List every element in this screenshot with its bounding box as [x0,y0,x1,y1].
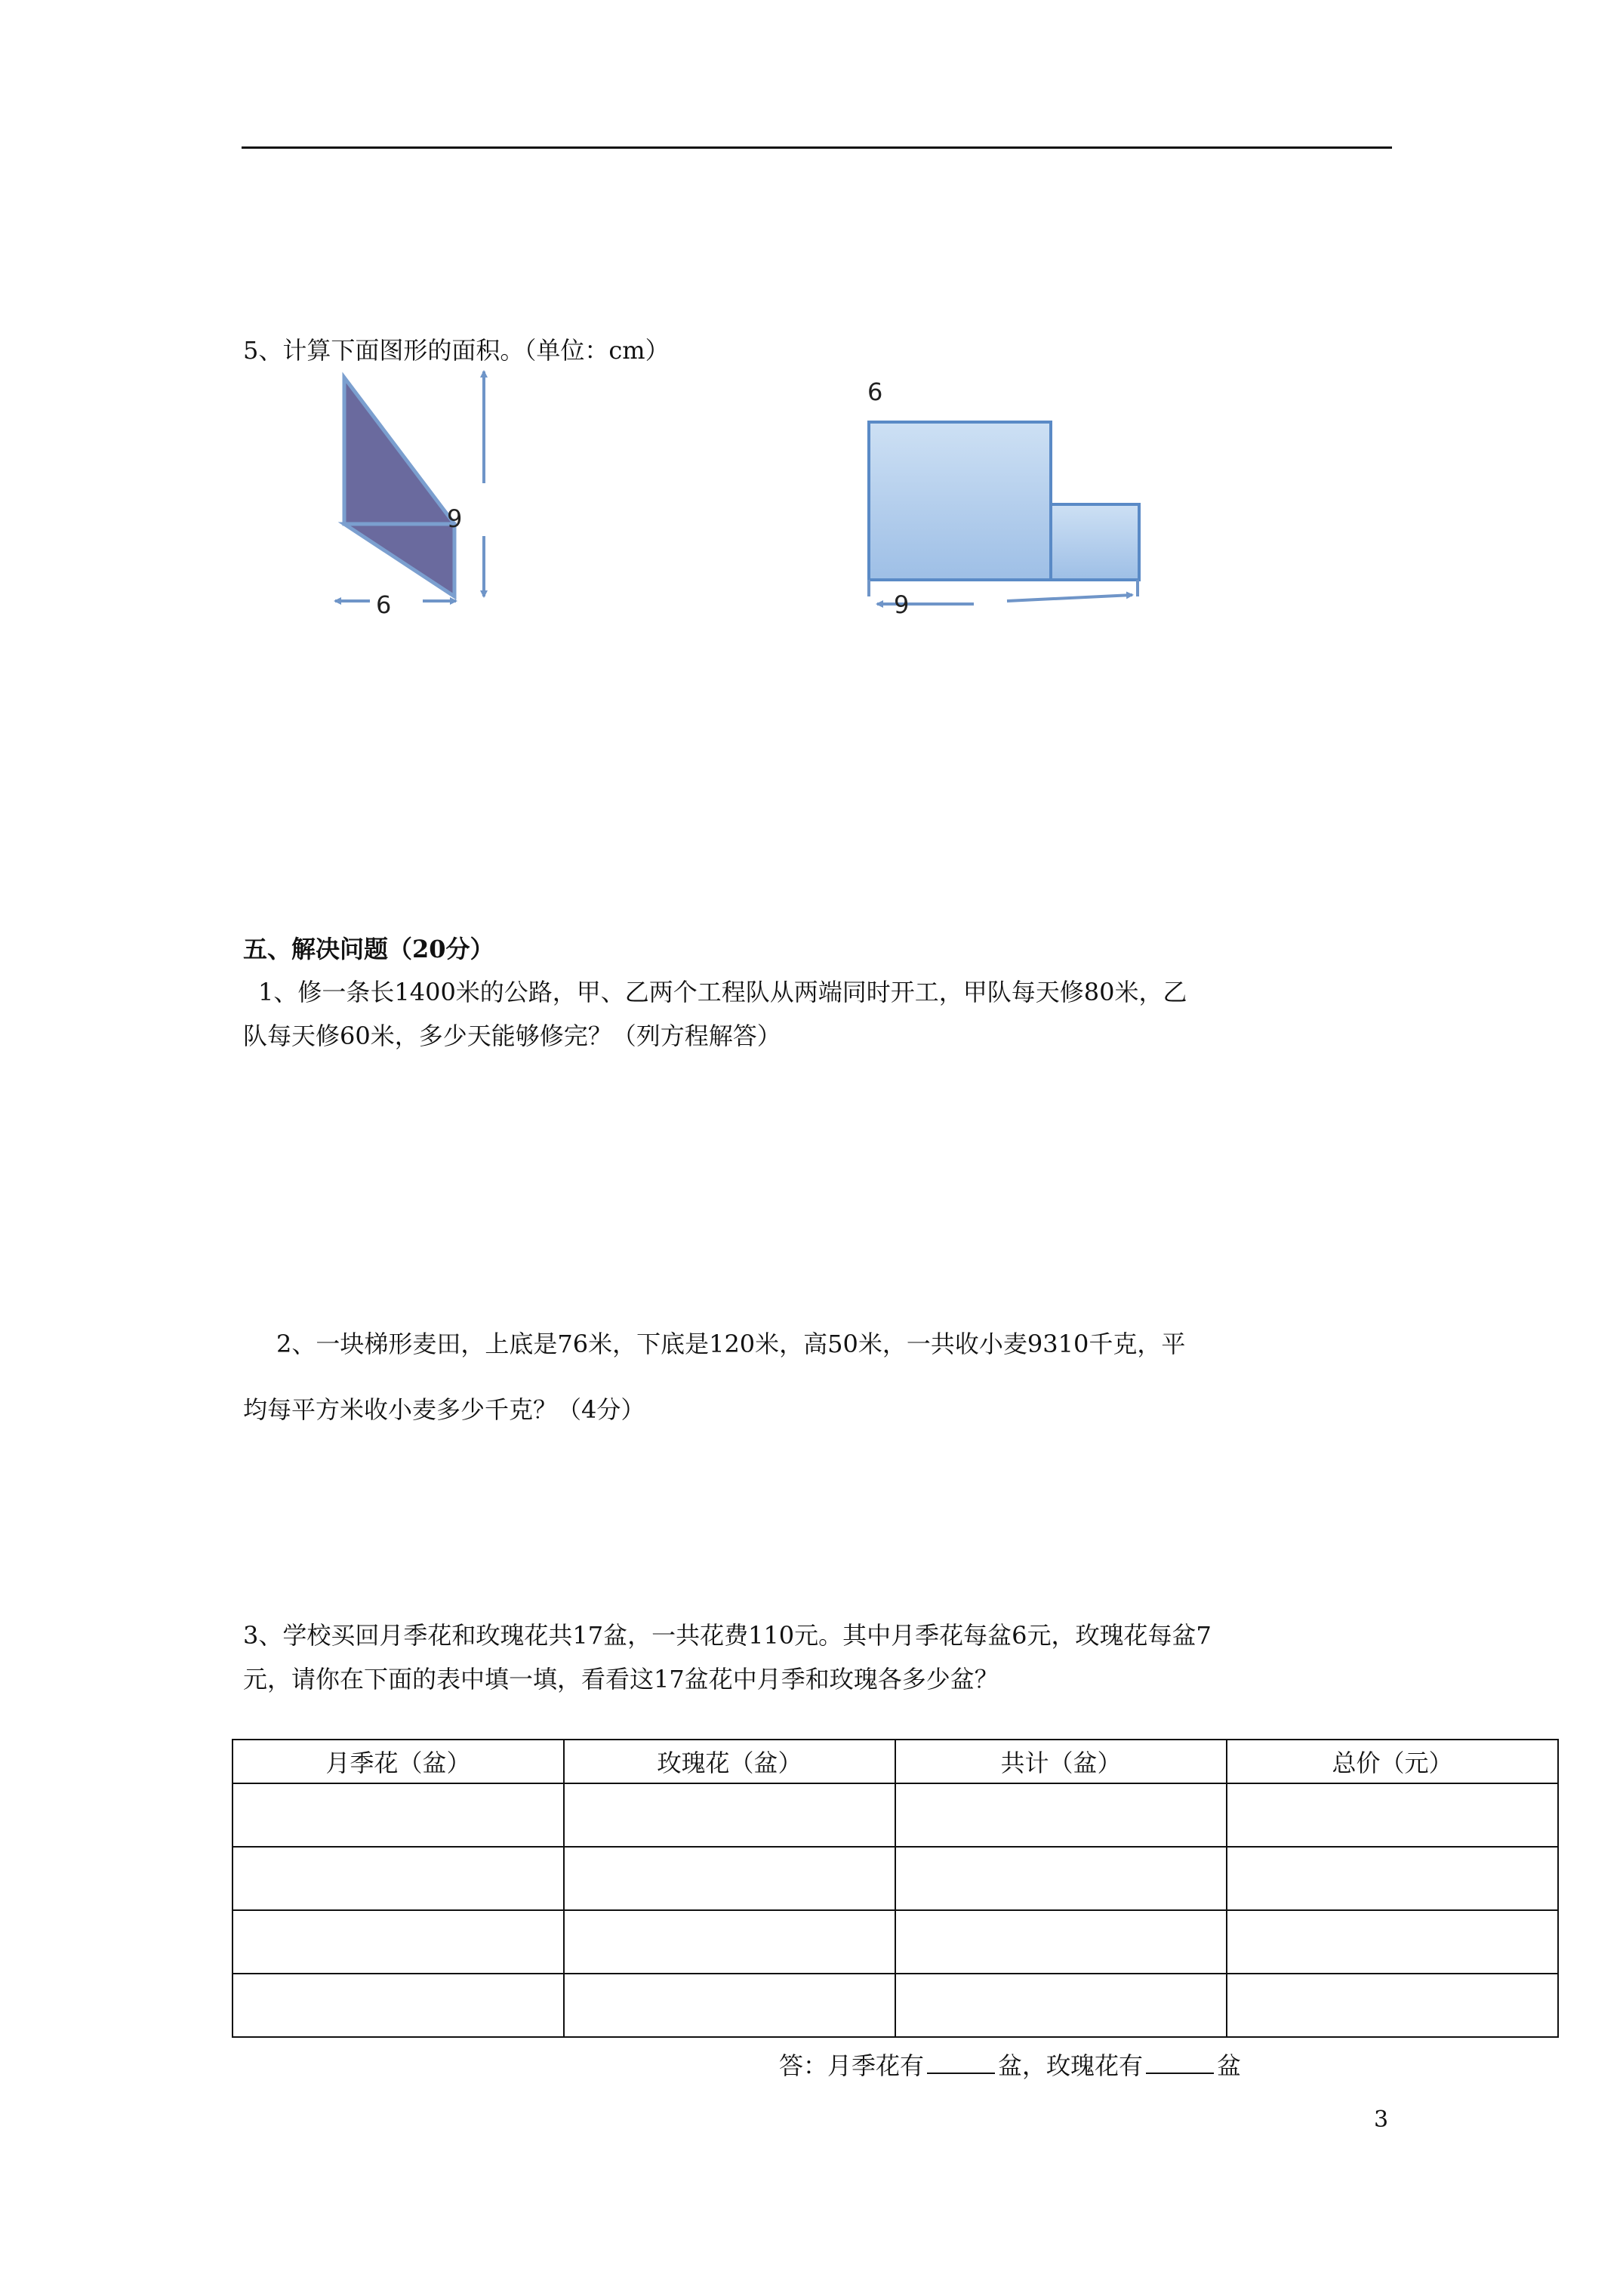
table-cell[interactable] [895,1783,1227,1847]
table-cell[interactable] [564,1910,895,1974]
table-row [233,1847,1558,1910]
fig1-height-label: 9 [447,504,463,533]
problem3-line2: 元，请你在下面的表中填一填，看看这17盆花中月季和玫瑰各多少盆？ [243,1665,999,1693]
table-cell[interactable] [233,1974,564,2037]
table-header-row [233,1740,1558,1783]
q5-title: 5、计算下面图形的面积。（单位：cm） [243,336,670,365]
table-cell[interactable] [1227,1783,1558,1847]
problem1-line1: 1、修一条长1400米的公路，甲、乙两个工程队从两端同时开工，甲队每天修80米，乙 [258,978,1187,1006]
section-heading: 五、解决问题（20分） [243,935,494,963]
answer-mid: 盆，玫瑰花有 [998,2051,1144,2080]
triangle-shape [344,378,454,524]
small-rect [1051,504,1139,580]
answer-suffix: 盆 [1217,2051,1242,2080]
problem2-line2: 均每平方米收小麦多少千克？（4分） [243,1395,645,1424]
table-row [233,1783,1558,1847]
answer-prefix: 答：月季花有 [779,2051,925,2080]
header-rose-monthly: 月季花（盆） [233,1740,564,1783]
answer-line [779,2049,1241,2082]
fig1-width-label: 6 [376,590,392,619]
header-rose: 玫瑰花（盆） [564,1740,895,1783]
lower-quad-shape [344,524,454,596]
table-cell[interactable] [1227,1974,1558,2037]
header-total-price: 总价（元） [1227,1740,1558,1783]
fig2-width-label: 9 [894,590,910,619]
table-cell[interactable] [564,1974,895,2037]
table-cell[interactable] [564,1847,895,1910]
table-row [233,1974,1558,2037]
table-cell[interactable] [895,1974,1227,2037]
page-number: 3 [1374,2106,1389,2133]
answer-blank-monthly-rose[interactable] [927,2050,995,2074]
table-cell[interactable] [895,1910,1227,1974]
table-cell[interactable] [233,1910,564,1974]
width-arrow-right-2 [1007,595,1132,601]
trapezoid-figure [335,371,484,601]
problem3-line1: 3、学校买回月季花和玫瑰花共17盆，一共花费110元。其中月季花每盆6元，玫瑰花每盆7 [243,1621,1212,1650]
large-rect [869,422,1051,580]
table-cell[interactable] [895,1847,1227,1910]
answer-blank-rose[interactable] [1146,2050,1214,2074]
table-cell[interactable] [233,1847,564,1910]
header-total-count: 共计（盆） [895,1740,1227,1783]
table-cell[interactable] [1227,1847,1558,1910]
table-cell[interactable] [564,1783,895,1847]
fig2-top-label: 6 [867,378,883,406]
problem1-line2: 队每天修60米，多少天能够修完？（列方程解答） [243,1022,781,1050]
table-row [233,1910,1558,1974]
rectangles-figure [869,422,1139,604]
table-cell[interactable] [1227,1910,1558,1974]
fill-in-table [232,1739,1559,2038]
problem2-line1: 2、一块梯形麦田，上底是76米，下底是120米，高50米，一共收小麦9310千克，平 [276,1330,1186,1358]
table-cell[interactable] [233,1783,564,1847]
